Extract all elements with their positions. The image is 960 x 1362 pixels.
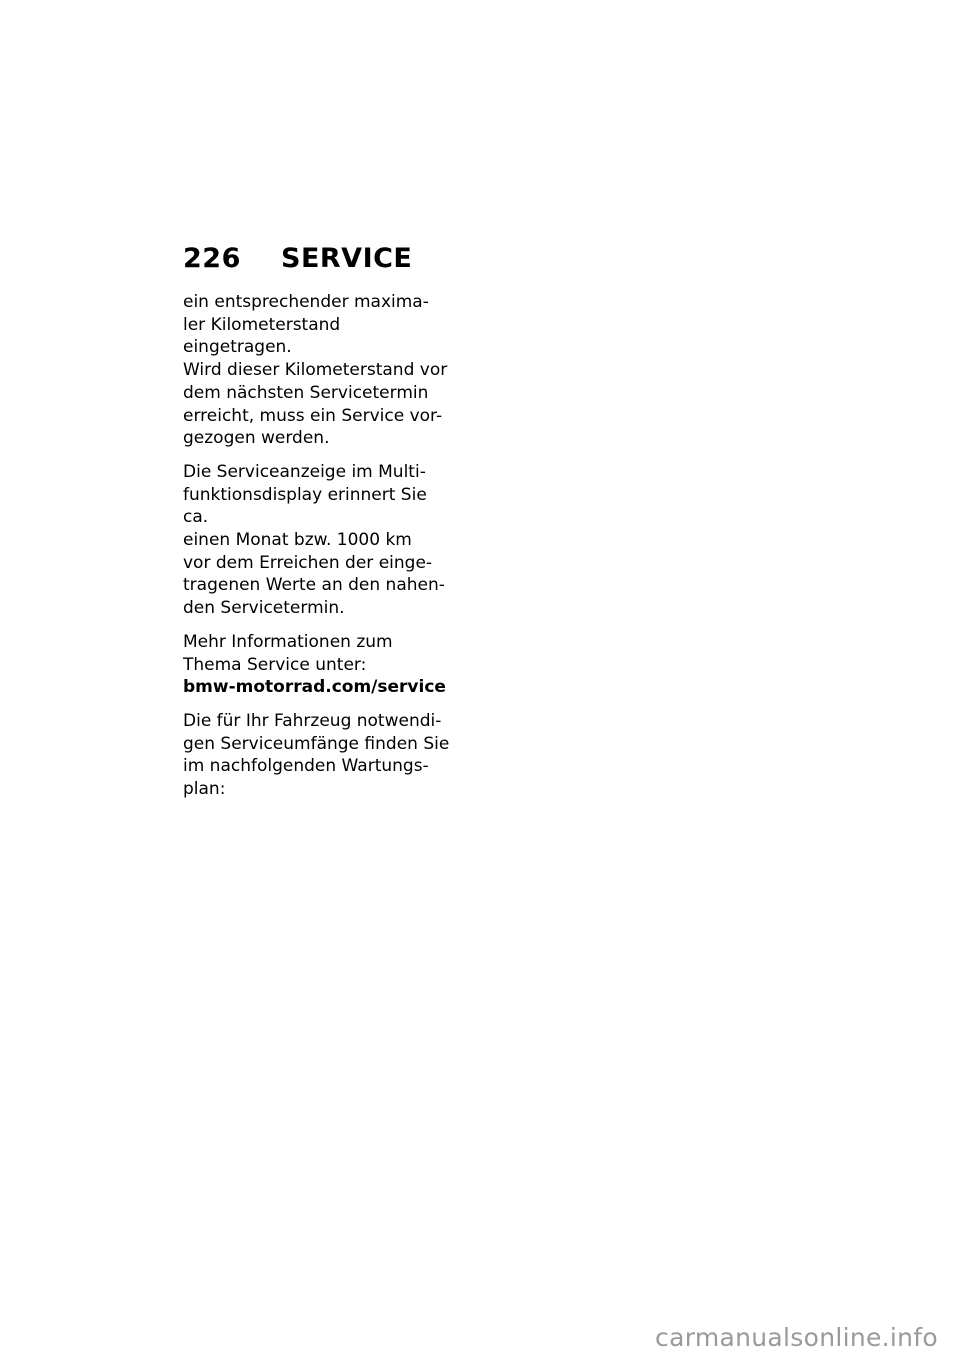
watermark: carmanualsonline.info xyxy=(655,1323,938,1352)
page-number: 226 xyxy=(183,243,241,274)
paragraph-max-mileage: ein entsprechender maxima- ler Kilometerstand eingetragen. Wird dieser Kilometerstand vor dem nächsten Servicetermin erreicht, muss ein Service vor- gezogen werden. xyxy=(183,292,448,449)
service-website-link[interactable]: bmw-motorrad.com/service xyxy=(183,677,446,698)
paragraph-more-info xyxy=(183,631,453,699)
section-title: SERVICE xyxy=(281,243,413,274)
paragraph-maintenance-plan: Die für Ihr Fahrzeug notwendi- gen Serviceumfänge finden Sie im nachfolgenden Wartungs- plan: xyxy=(183,710,450,800)
more-info-text: Mehr Informationen zum Thema Service unter: xyxy=(183,631,393,675)
page-header xyxy=(183,243,412,274)
paragraph-service-reminder: Die Serviceanzeige im Multi- funktionsdisplay erinnert Sie ca. einen Monat bzw. 1000 km vor dem Erreichen der einge- tragenen Werte an den nahen- den Servicetermin. xyxy=(183,461,445,619)
body-text xyxy=(183,291,453,812)
